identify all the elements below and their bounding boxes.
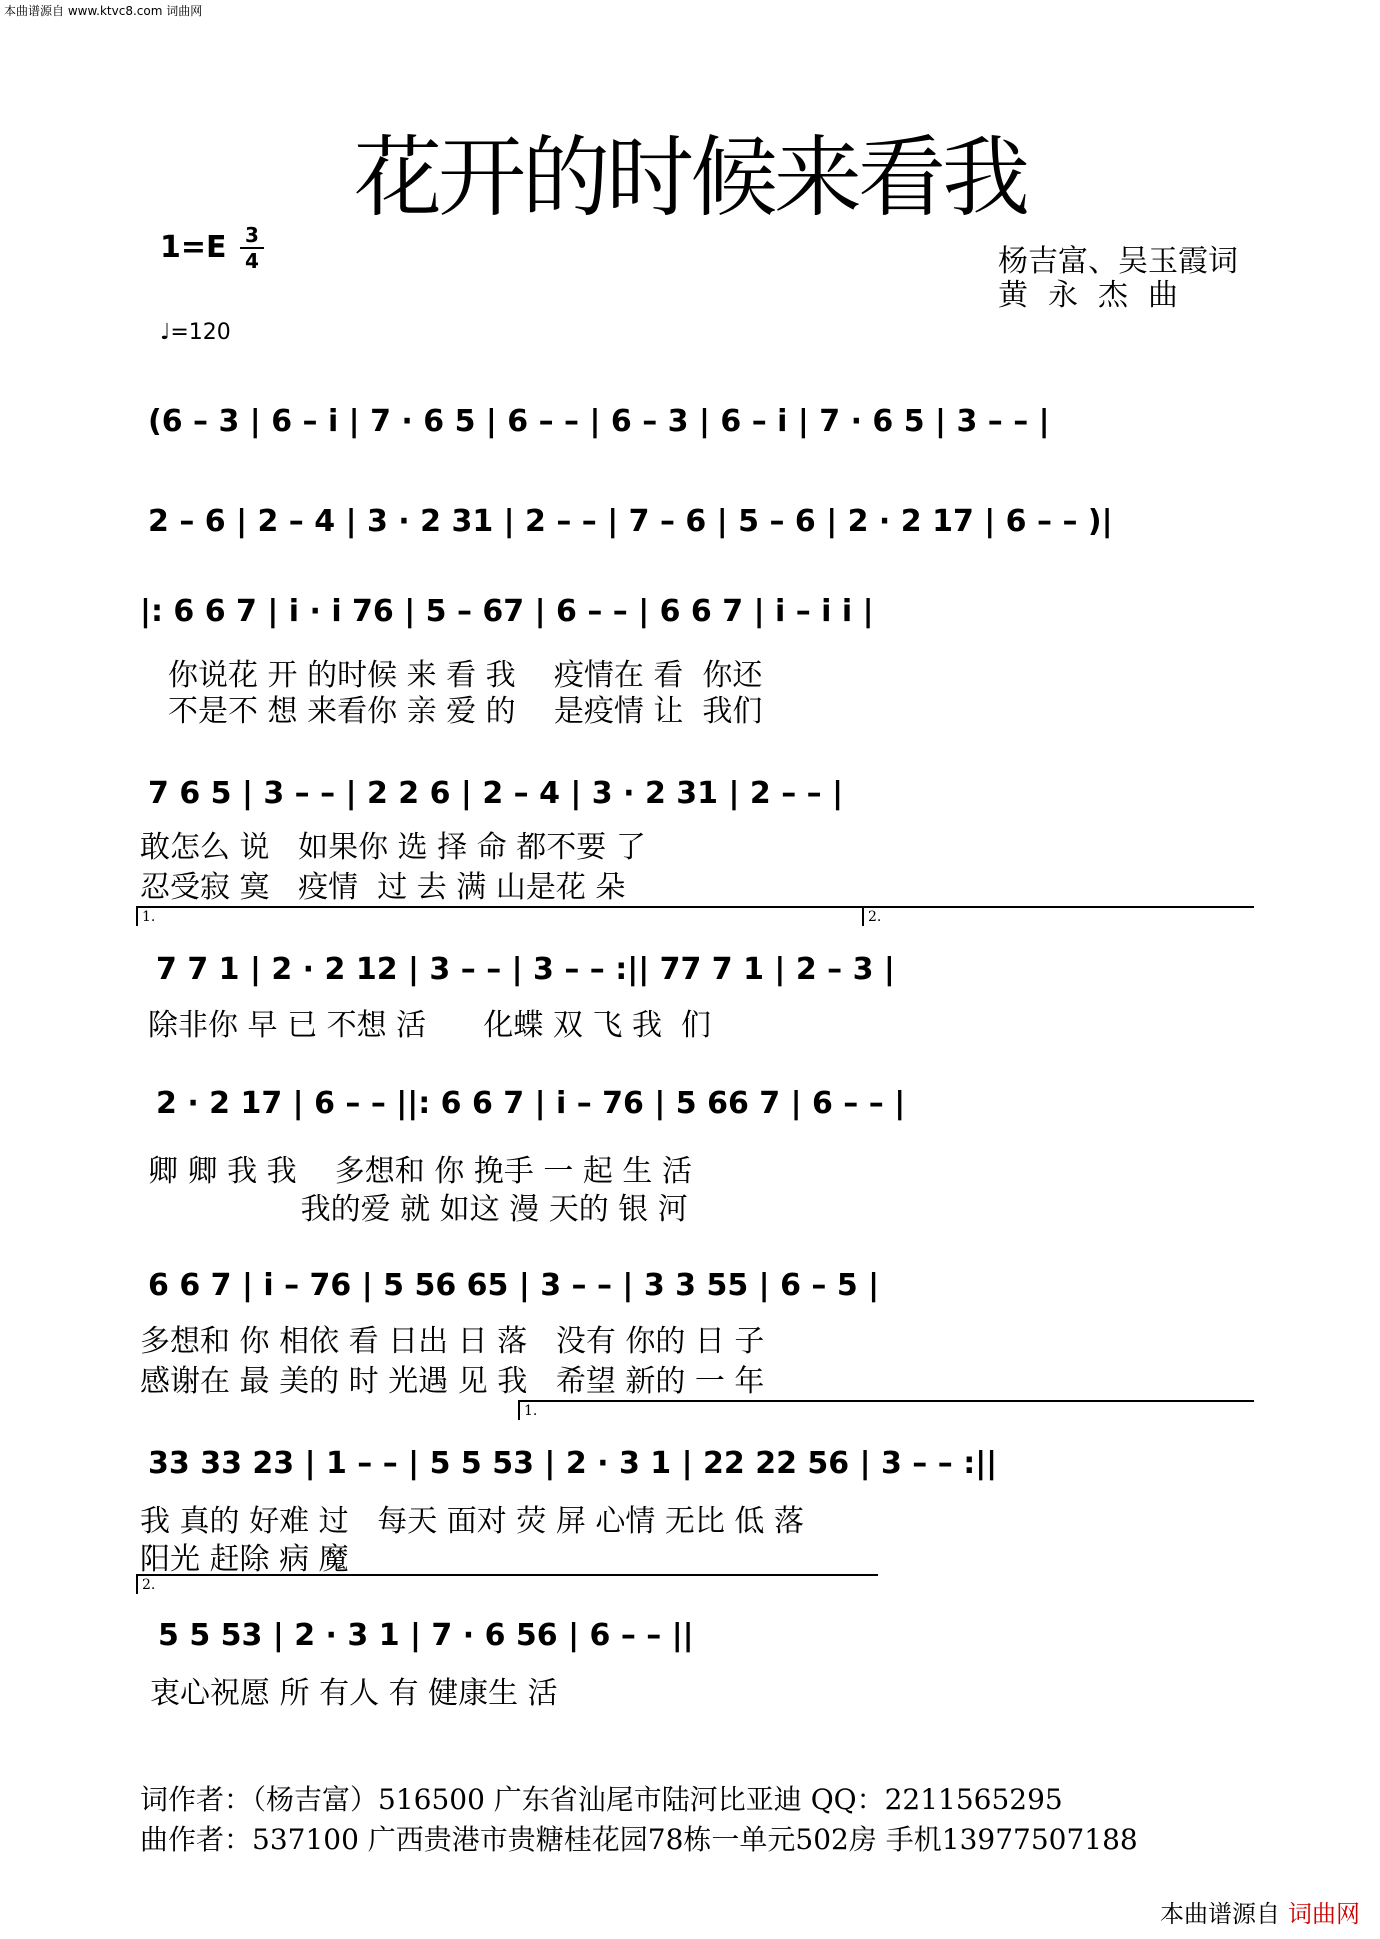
footer-site-text: 本曲谱源自: [1160, 1901, 1280, 1928]
score-row-8-lyric-1: 我 真的 好难 过 每天 面对 荧 屏 心情 无比 低 落: [140, 1504, 804, 1539]
score-row-3-notes: |: 6 6 7 | i · i 76 | 5 – 67 | 6 – – | 6 6 7 | i – i i |: [140, 594, 874, 629]
score-row-7-lyric-2: 感谢在 最 美的 时 光遇 见 我 希望 新的 一 年: [140, 1364, 765, 1399]
score-row-4-lyric-1: 敢怎么 说 如果你 选 择 命 都不要 了: [140, 830, 646, 865]
score-row-8-lyric-2: 阳光 赶除 病 魔: [140, 1542, 349, 1577]
lyricist-credit: 杨吉富、吴玉霞词: [998, 244, 1238, 279]
time-signature: [240, 224, 264, 272]
score-row-6-lyric-2: 我的爱 就 如这 漫 天的 银 河: [148, 1192, 688, 1227]
score-row-9-notes: 5 5 53 | 2 · 3 1 | 7 · 6 56 | 6 – – ||: [158, 1618, 694, 1653]
volta-second-ending-2: 2.: [136, 1574, 878, 1594]
score-row-4-lyric-2: 忍受寂 寞 疫情 过 去 满 山是花 朵: [140, 870, 626, 905]
score-row-4-notes: 7 6 5 | 3 – – | 2 2 6 | 2 – 4 | 3 · 2 31 | 2 – – |: [148, 776, 844, 811]
composer-credit: 黄永杰曲: [998, 278, 1198, 313]
score-row-3-lyric-2: 不是不 想 来看你 亲 爱 的 是疫情 让 我们: [168, 694, 763, 729]
score-row-9-lyric-1: 衷心祝愿 所 有人 有 健康生 活: [150, 1676, 558, 1711]
volta-second-ending: 2.: [862, 906, 1254, 926]
score-row-5-notes: 7 7 1 | 2 · 2 12 | 3 – – | 3 – – :|| 77 7 1 | 2 – 3 |: [156, 952, 895, 987]
score-row-7-lyric-1: 多想和 你 相依 看 日出 日 落 没有 你的 日 子: [140, 1324, 765, 1359]
source-site-header: 本曲谱源自 www.ktvc8.com 词曲网: [4, 4, 203, 18]
score-row-5-lyric-1: 除非你 早 已 不想 活 化蝶 双 飞 我 们: [148, 1008, 712, 1043]
composer-contact: 曲作者：537100 广西贵港市贵糖桂花园78栋一单元502房 手机13977507188: [140, 1823, 1138, 1856]
footer-site-brand[interactable]: 词曲网: [1288, 1901, 1360, 1928]
volta-first-ending: 1.: [136, 906, 862, 926]
score-row-6-lyric-1: 卿 卿 我 我 多想和 你 挽手 一 起 生 活: [148, 1154, 692, 1189]
time-signature-bottom: 4: [245, 249, 259, 273]
score-row-2-notes: 2 – 6 | 2 – 4 | 3 · 2 31 | 2 – – | 7 – 6 | 5 – 6 | 2 · 2 17 | 6 – – )|: [148, 504, 1113, 539]
score-row-1-notes: (6 – 3 | 6 – i | 7 · 6 5 | 6 – – | 6 – 3 | 6 – i | 7 · 6 5 | 3 – – |: [148, 404, 1050, 439]
lyricist-contact: 词作者：（杨吉富）516500 广东省汕尾市陆河比亚迪 QQ：2211565295: [140, 1783, 1063, 1816]
key-signature: 1=E: [160, 230, 227, 265]
score-row-7-notes: 6 6 7 | i – 76 | 5 56 65 | 3 – – | 3 3 55 | 6 – 5 |: [148, 1268, 880, 1303]
volta-first-ending-2: 1.: [518, 1400, 1254, 1420]
time-signature-top: 3: [245, 223, 259, 247]
score-row-8-notes: 33 33 23 | 1 – – | 5 5 53 | 2 · 3 1 | 22 22 56 | 3 – – :||: [148, 1446, 998, 1481]
score-row-6-notes: 2 · 2 17 | 6 – – ||: 6 6 7 | i – 76 | 5 66 7 | 6 – – |: [156, 1086, 906, 1121]
tempo-marking: ♩=120: [160, 320, 231, 345]
song-title: 花开的时候来看我: [353, 126, 1026, 229]
source-site-footer: [1160, 1894, 1360, 1929]
score-row-3-lyric-1: 你说花 开 的时候 来 看 我 疫情在 看 你还: [168, 658, 763, 693]
